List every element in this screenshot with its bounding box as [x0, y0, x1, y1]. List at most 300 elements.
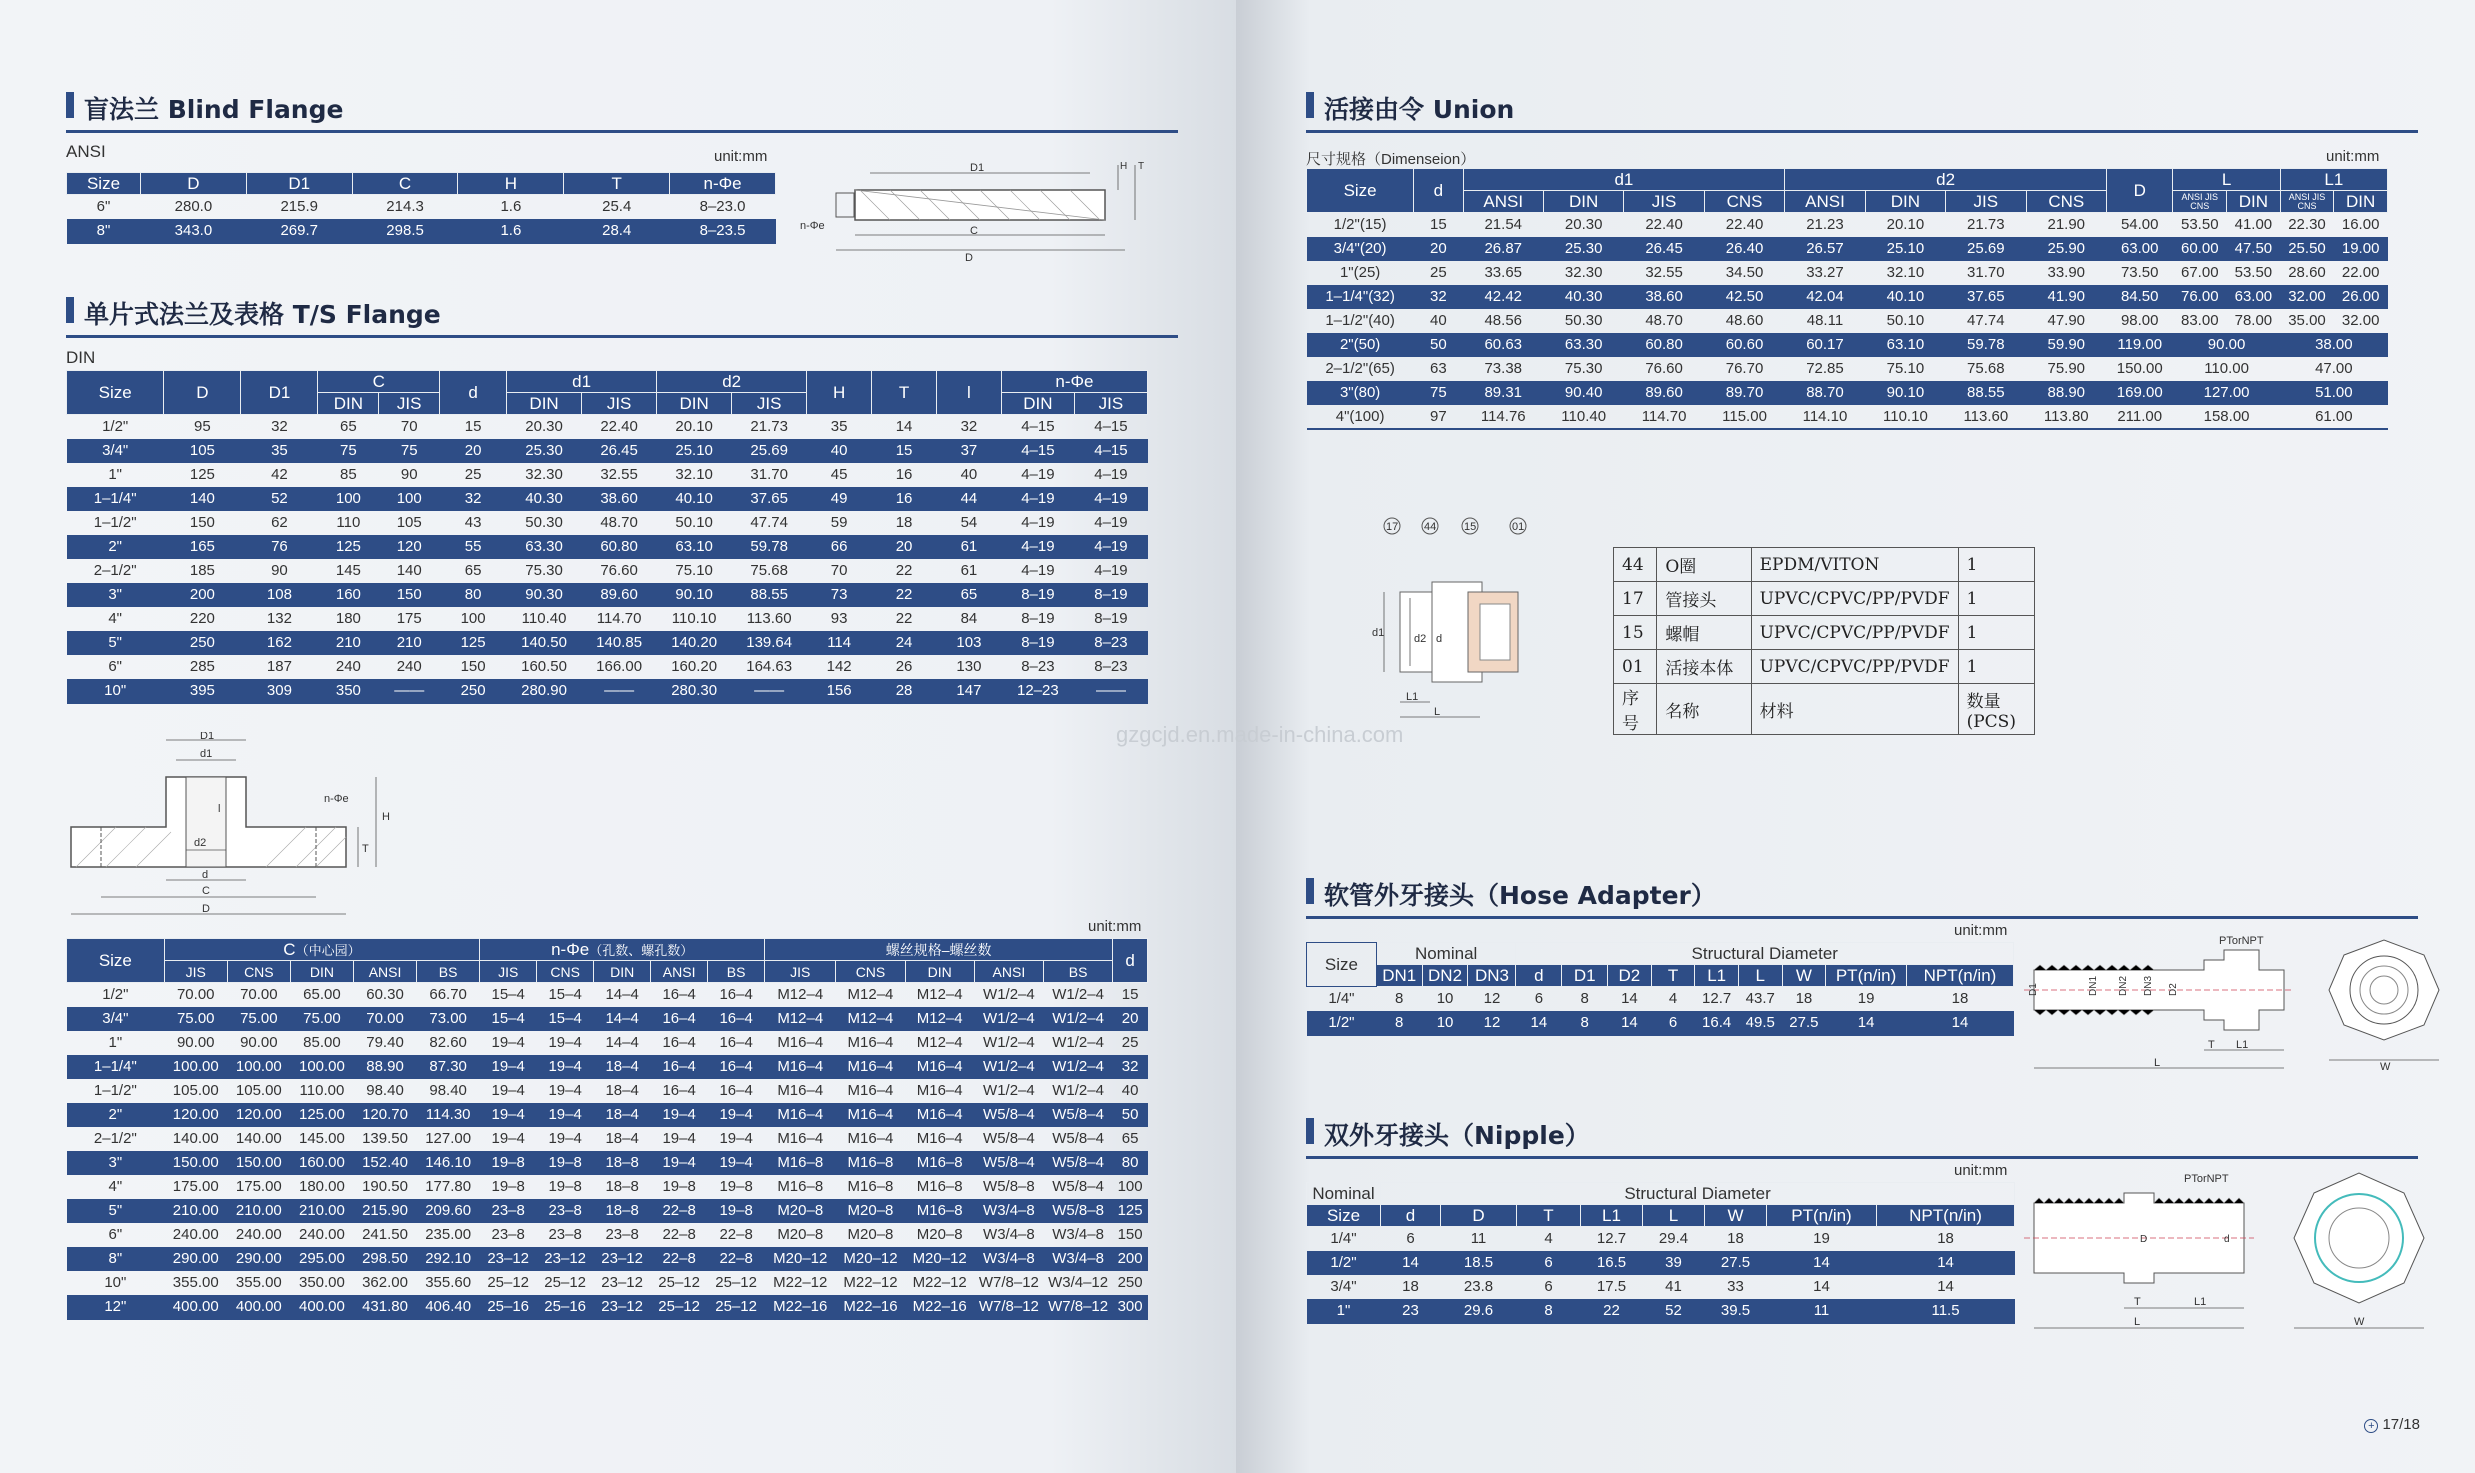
- table-cell: 23–8: [548, 1226, 582, 1243]
- table-cell: 47.74: [1967, 312, 2005, 329]
- table-cell: 19–8: [708, 1199, 765, 1223]
- table-cell: 32.55: [600, 466, 638, 483]
- table-cell: 4–15: [1094, 418, 1128, 436]
- table-cell: 215.90: [353, 1199, 416, 1223]
- blind-flange-table: [66, 172, 776, 244]
- table-cell: 89.60: [582, 583, 657, 607]
- table-cell: 350: [318, 679, 379, 703]
- table-cell: 42.04: [1785, 285, 1865, 309]
- ts-dia-h: H: [382, 811, 390, 823]
- table-cell: M20–12: [905, 1247, 974, 1271]
- table-row: [1307, 333, 2388, 357]
- hose-dia-d1: D1: [2028, 983, 2039, 996]
- table-cell: 19–8: [662, 1178, 696, 1195]
- table-cell: 1/2": [1307, 1011, 1377, 1035]
- table-cell: M16–4: [777, 1034, 824, 1051]
- table-cell: 4–19: [1094, 514, 1128, 531]
- table-cell: 25–12: [708, 1295, 765, 1319]
- union-section: [1306, 90, 2418, 133]
- ts-h-d: D: [164, 371, 241, 415]
- table-cell: 53.50: [2181, 216, 2219, 234]
- table-cell: 8: [1376, 1011, 1422, 1035]
- table-cell: 16.5: [1581, 1251, 1643, 1275]
- table-cell: W1/2–4: [983, 1034, 1035, 1051]
- table-cell: 343.0: [141, 219, 247, 243]
- table-cell: 78.00: [2234, 312, 2273, 329]
- table-cell: M22–16: [905, 1295, 974, 1319]
- table-cell: 250: [440, 679, 507, 703]
- table-row: [67, 983, 1148, 1007]
- table-cell: 63.00: [2107, 237, 2173, 261]
- table-cell: 1/4": [1328, 990, 1355, 1008]
- table-cell: 115.00: [1704, 405, 1784, 429]
- table-cell: 93: [830, 610, 848, 627]
- table-cell: 23–12: [601, 1274, 643, 1291]
- table-cell: 32.55: [1645, 264, 1683, 281]
- table-cell: 23–12: [594, 1247, 651, 1271]
- table-cell: 18.5: [1441, 1251, 1517, 1275]
- column-header: ANSI JIS CNS: [2173, 191, 2227, 213]
- table-cell: 98.00: [2120, 312, 2159, 329]
- table-cell: 214.3: [386, 198, 424, 216]
- table-cell: 98.40: [366, 1082, 404, 1099]
- union-h-d: d: [1414, 169, 1463, 213]
- table-cell: 140.00: [172, 1130, 219, 1147]
- table-cell: 40.10: [1865, 285, 1945, 309]
- table-cell: 22–8: [651, 1247, 708, 1271]
- table-cell: M12–4: [916, 986, 963, 1004]
- table-cell: 43: [464, 514, 482, 531]
- table-cell: 35: [241, 439, 318, 463]
- table-cell: W1/2–4: [974, 1055, 1043, 1079]
- table-cell: 290.00: [164, 1247, 227, 1271]
- table-cell: 177.80: [425, 1178, 472, 1195]
- bolt-h-size: Size: [67, 939, 165, 983]
- table-cell: 19: [1857, 990, 1875, 1008]
- hose-dia-t: T: [2208, 1039, 2215, 1051]
- table-cell: 90.10: [657, 583, 732, 607]
- table-cell: ——: [1074, 679, 1147, 703]
- table-cell: 8: [1580, 990, 1589, 1008]
- table-cell: 90.00: [240, 1034, 278, 1051]
- table-cell: 1/2"(15): [1333, 216, 1387, 234]
- table-cell: 6": [108, 1226, 123, 1243]
- table-cell: 103: [936, 631, 1001, 655]
- table-cell: W5/8–4: [1043, 1103, 1112, 1127]
- column-header: BS: [1043, 961, 1112, 983]
- table-cell: 355.60: [425, 1274, 472, 1291]
- table-cell: 125: [440, 631, 507, 655]
- table-cell: 19–4: [537, 1103, 594, 1127]
- table-cell: M16–4: [777, 1130, 824, 1147]
- table-cell: 53.50: [2234, 264, 2273, 281]
- column-header: CNS: [227, 961, 290, 983]
- bom-cell: 01: [1614, 650, 1657, 684]
- table-cell: 14: [1621, 990, 1638, 1008]
- table-cell: 48.70: [600, 514, 638, 531]
- blind-flange-std: ANSI: [66, 142, 106, 161]
- table-cell: 40.30: [1543, 285, 1623, 309]
- table-cell: 60.80: [582, 535, 657, 559]
- table-cell: 6: [1534, 990, 1544, 1008]
- table-cell: 1–1/4": [67, 487, 164, 511]
- table-cell: W7/8–12: [978, 1274, 1039, 1291]
- table-cell: W5/8–4: [974, 1151, 1043, 1175]
- table-cell: 80: [1113, 1151, 1148, 1175]
- table-cell: 140.00: [235, 1130, 282, 1147]
- table-cell: 150: [379, 583, 440, 607]
- table-cell: 2–1/2": [93, 1130, 137, 1147]
- table-cell: 120: [379, 535, 440, 559]
- table-cell: W1/2–4: [1052, 1082, 1104, 1099]
- table-cell: 31.70: [750, 466, 788, 483]
- ts-h-dd: d: [440, 371, 507, 415]
- table-cell: 240: [335, 658, 361, 675]
- table-cell: 52: [241, 487, 318, 511]
- table-cell: 1/2": [102, 418, 129, 436]
- table-cell: 5": [67, 631, 164, 655]
- table-cell: 21.23: [1806, 216, 1844, 234]
- table-cell: 40: [1430, 312, 1447, 329]
- table-cell: M12–4: [847, 986, 894, 1004]
- table-cell: 292.10: [417, 1247, 480, 1271]
- table-cell: W5/8–4: [1052, 1178, 1104, 1195]
- nipple-h-struct: Structural Diameter: [1381, 1183, 2015, 1205]
- table-cell: 110.00: [299, 1082, 345, 1099]
- table-cell: 145: [335, 562, 361, 579]
- table-cell: 16.00: [2341, 216, 2380, 234]
- table-cell: 65.00: [303, 986, 341, 1004]
- table-cell: 75.10: [675, 562, 713, 579]
- column-header: DIN: [2334, 191, 2388, 213]
- table-cell: 105: [164, 439, 241, 463]
- column-header: DIN: [594, 961, 651, 983]
- bom-cell: EPDM/VITON: [1751, 548, 1958, 582]
- nipple-dia-t: T: [2134, 1296, 2141, 1308]
- table-row: [67, 1079, 1148, 1103]
- table-cell: 28.4: [564, 219, 670, 243]
- table-cell: 114.30: [417, 1103, 480, 1127]
- table-cell: 180.00: [298, 1178, 345, 1195]
- union-dia-d1: d1: [1372, 627, 1385, 639]
- table-cell: 63.10: [1865, 333, 1945, 357]
- table-cell: M16–4: [916, 1082, 963, 1099]
- hose-dia-dn1: DN1: [2088, 975, 2099, 996]
- bolt-h-c: C（中心园）: [164, 939, 479, 961]
- ts-dia-l: l: [218, 803, 221, 815]
- table-cell: 250: [1117, 1274, 1143, 1291]
- column-header: CNS: [2026, 191, 2106, 213]
- union-unit: unit:mm: [2326, 148, 2380, 165]
- table-cell: 309: [241, 679, 318, 703]
- table-cell: 38.60: [1624, 285, 1704, 309]
- table-cell: 47.50: [2227, 237, 2281, 261]
- table-cell: 18–8: [605, 1178, 639, 1195]
- hose-dia-l1: L1: [2236, 1039, 2249, 1051]
- table-row: [67, 607, 1148, 631]
- table-cell: 298.5: [352, 219, 458, 243]
- table-cell: 4: [1668, 990, 1678, 1008]
- column-header: DIN: [1865, 191, 1945, 213]
- table-row: [67, 559, 1148, 583]
- union-callout-17: 17: [1386, 521, 1399, 533]
- table-cell: 8: [1395, 990, 1404, 1008]
- table-cell: W1/2–4: [1043, 1007, 1112, 1031]
- bolt-table-unit: unit:mm: [1088, 918, 1142, 935]
- table-cell: 139.50: [362, 1130, 408, 1147]
- table-cell: M22–16: [765, 1295, 836, 1319]
- column-header: DIN: [657, 393, 732, 415]
- column-header: d: [1381, 1205, 1441, 1227]
- table-cell: 65: [464, 562, 482, 579]
- bom-row: [1614, 684, 2035, 735]
- table-cell: 14: [895, 418, 913, 436]
- table-cell: 19–4: [480, 1103, 537, 1127]
- table-cell: 60.17: [1785, 333, 1865, 357]
- table-cell: 19: [1813, 1230, 1830, 1248]
- table-cell: M16–4: [765, 1055, 836, 1079]
- table-cell: 19–4: [480, 1055, 537, 1079]
- blind-flange-unit: unit:mm: [714, 148, 768, 165]
- table-cell: 4": [108, 1178, 123, 1195]
- column-header: W: [1782, 965, 1826, 987]
- table-cell: 75.30: [1564, 360, 1603, 377]
- table-cell: 1/2": [1307, 1251, 1381, 1275]
- table-cell: 20.10: [1886, 216, 1925, 234]
- page-number: + 17/18: [2364, 1416, 2420, 1433]
- table-cell: 33.90: [2047, 264, 2086, 281]
- bom-cell: O圈: [1657, 548, 1751, 582]
- union-dia-d: d: [1436, 633, 1443, 645]
- table-cell: 8": [67, 219, 141, 243]
- table-cell: 23–12: [537, 1247, 594, 1271]
- table-cell: 60.60: [1704, 333, 1784, 357]
- column-header: DN2: [1422, 965, 1468, 987]
- table-cell: 50.30: [1564, 312, 1603, 329]
- table-cell: 22.00: [2341, 264, 2380, 281]
- hose-h-nominal: Nominal: [1376, 943, 1516, 965]
- table-cell: 63.30: [507, 535, 582, 559]
- table-cell: W1/2–4: [983, 1082, 1035, 1099]
- table-cell: 210.00: [164, 1199, 227, 1223]
- ts-h-ne: n-Φe: [1001, 371, 1147, 393]
- hose-h-size: Size: [1307, 943, 1377, 987]
- table-cell: 37.65: [732, 487, 807, 511]
- table-cell: 1–1/2"(40): [1325, 312, 1395, 329]
- table-cell: 147: [936, 679, 1001, 703]
- table-cell: W3/4–8: [983, 1226, 1035, 1243]
- table-cell: 51.00: [2280, 381, 2387, 405]
- table-cell: 37: [936, 439, 1001, 463]
- nipple-section: [1306, 1116, 2418, 1159]
- union-callout-01: 01: [1512, 521, 1525, 533]
- table-cell: 19–8: [491, 1178, 525, 1195]
- table-row: [67, 679, 1148, 703]
- table-cell: 4–19: [1021, 466, 1055, 483]
- table-cell: 105.00: [172, 1082, 219, 1099]
- table-cell: 105: [396, 514, 422, 531]
- table-cell: 250: [164, 631, 241, 655]
- table-cell: 14–4: [605, 986, 639, 1004]
- table-cell: 25–12: [544, 1274, 587, 1291]
- table-cell: 180: [335, 610, 361, 627]
- table-cell: M16–4: [777, 1082, 824, 1099]
- table-cell: 1": [108, 466, 122, 483]
- bom-cell: 15: [1614, 616, 1657, 650]
- table-cell: 40: [807, 439, 872, 463]
- table-cell: 26.87: [1463, 237, 1543, 261]
- table-cell: 22: [895, 562, 913, 579]
- ts-h-d2s: d2: [657, 371, 807, 393]
- table-cell: 187: [266, 658, 292, 675]
- ts-dia-dd: D: [202, 903, 210, 915]
- nipple-dia-d: D: [2140, 1234, 2148, 1245]
- table-row: [1307, 237, 2388, 261]
- table-cell: 19–4: [651, 1103, 708, 1127]
- table-cell: 5": [67, 1199, 165, 1223]
- table-cell: 125: [1113, 1199, 1148, 1223]
- nipple-dia-w: W: [2354, 1316, 2365, 1328]
- table-cell: 150.00: [164, 1151, 227, 1175]
- bom-cell: 1: [1958, 582, 2034, 616]
- table-cell: 70.00: [240, 986, 278, 1004]
- table-cell: 32.10: [675, 466, 713, 483]
- column-header: T: [564, 173, 670, 195]
- table-cell: 18: [1951, 990, 1969, 1008]
- table-cell: 63.00: [2227, 285, 2281, 309]
- table-cell: 24: [872, 631, 937, 655]
- table-row: [67, 511, 1148, 535]
- table-cell: 130: [956, 658, 982, 675]
- table-cell: W5/8–4: [1043, 1151, 1112, 1175]
- union-h-dd: D: [2107, 169, 2173, 213]
- table-cell: 90.10: [1865, 381, 1945, 405]
- table-cell: 88.90: [353, 1055, 416, 1079]
- table-cell: 75.68: [750, 562, 788, 579]
- table-cell: 89.60: [1624, 381, 1704, 405]
- table-cell: 18–4: [594, 1055, 651, 1079]
- table-cell: 1.6: [500, 198, 522, 216]
- table-cell: M16–8: [905, 1199, 974, 1223]
- table-cell: 76.60: [1645, 360, 1683, 377]
- table-cell: 19.00: [2334, 237, 2388, 261]
- table-cell: 75.00: [290, 1007, 353, 1031]
- bom-cell: UPVC/CPVC/PP/PVDF: [1751, 650, 1958, 684]
- table-row: [67, 1271, 1148, 1295]
- table-cell: 185: [189, 562, 215, 579]
- table-cell: 65: [1121, 1130, 1139, 1147]
- column-header: JIS: [732, 393, 807, 415]
- table-cell: 10: [1422, 1011, 1468, 1035]
- table-cell: 114.70: [1624, 405, 1704, 429]
- column-header: L: [1738, 965, 1782, 987]
- table-cell: 125: [189, 466, 215, 483]
- table-cell: 16–4: [662, 1034, 696, 1051]
- table-cell: 10": [67, 679, 164, 703]
- table-cell: 235.00: [425, 1226, 472, 1243]
- table-cell: 25–16: [537, 1295, 594, 1319]
- table-cell: W7/8–12: [1043, 1295, 1112, 1319]
- table-row: [1307, 261, 2388, 285]
- table-cell: 25.10: [657, 439, 732, 463]
- table-cell: 16–4: [719, 1034, 753, 1051]
- table-cell: 75.00: [164, 1007, 227, 1031]
- table-cell: 19–8: [548, 1178, 582, 1195]
- column-header: L1: [1695, 965, 1739, 987]
- table-cell: 79.40: [366, 1034, 404, 1051]
- table-cell: M16–8: [905, 1151, 974, 1175]
- column-header: L1: [1581, 1205, 1643, 1227]
- table-cell: 66: [807, 535, 872, 559]
- table-cell: 120.00: [164, 1103, 227, 1127]
- table-cell: 113.80: [2026, 405, 2106, 429]
- ts-dia-t: T: [362, 843, 369, 855]
- table-cell: 280.0: [174, 198, 213, 216]
- nipple-dia-l1: L1: [2194, 1296, 2207, 1308]
- ts-flange-section: [66, 295, 1178, 338]
- table-cell: W5/8–8: [983, 1178, 1035, 1195]
- table-cell: M12–4: [916, 1034, 963, 1051]
- table-cell: ——: [379, 679, 440, 703]
- bom-cell: 1: [1958, 616, 2034, 650]
- table-cell: 1–1/4": [67, 1055, 165, 1079]
- ts-dia-c: C: [202, 885, 210, 897]
- table-cell: 120.00: [227, 1103, 290, 1127]
- table-cell: 165: [164, 535, 241, 559]
- table-cell: 22–8: [719, 1226, 753, 1243]
- table-cell: 34.50: [1725, 264, 1764, 281]
- hose-adapter-table: [1306, 942, 2014, 1036]
- table-cell: 2–1/2": [93, 562, 137, 579]
- table-cell: 209.60: [417, 1199, 480, 1223]
- table-cell: 19–4: [548, 1082, 582, 1099]
- table-cell: 240.00: [235, 1226, 282, 1243]
- table-cell: 23.8: [1463, 1278, 1494, 1295]
- table-cell: 4–15: [1021, 418, 1055, 436]
- table-cell: 23–8: [605, 1226, 639, 1243]
- table-cell: 75.10: [1886, 360, 1925, 377]
- table-cell: 23–12: [594, 1295, 651, 1319]
- table-cell: 2": [67, 535, 164, 559]
- table-cell: 18–8: [594, 1151, 651, 1175]
- table-cell: 175.00: [235, 1178, 282, 1195]
- table-cell: M12–4: [765, 1007, 836, 1031]
- table-cell: 145.00: [298, 1130, 345, 1147]
- table-cell: 25–12: [715, 1274, 757, 1291]
- table-cell: 50.30: [525, 514, 563, 531]
- table-cell: 241.50: [362, 1226, 408, 1243]
- table-cell: 70: [830, 562, 848, 579]
- column-header: D2: [1608, 965, 1652, 987]
- table-cell: 4"(100): [1307, 405, 1414, 429]
- table-cell: 66.70: [429, 986, 467, 1004]
- table-cell: 88.70: [1785, 381, 1865, 405]
- table-cell: 15–4: [537, 1007, 594, 1031]
- table-cell: 1": [1307, 1299, 1381, 1323]
- table-row: [1307, 213, 2388, 237]
- table-cell: M20–8: [777, 1226, 824, 1243]
- table-cell: 32.30: [1564, 264, 1603, 281]
- table-cell: 25.69: [732, 439, 807, 463]
- table-cell: 25.50: [2280, 237, 2334, 261]
- table-cell: M16–4: [847, 1082, 894, 1099]
- table-cell: 26.00: [2334, 285, 2388, 309]
- table-cell: 210: [318, 631, 379, 655]
- ts-dia-ne: n-Φe: [324, 793, 349, 805]
- table-cell: 75: [318, 439, 379, 463]
- column-header: BS: [417, 961, 480, 983]
- table-cell: 140.50: [507, 631, 582, 655]
